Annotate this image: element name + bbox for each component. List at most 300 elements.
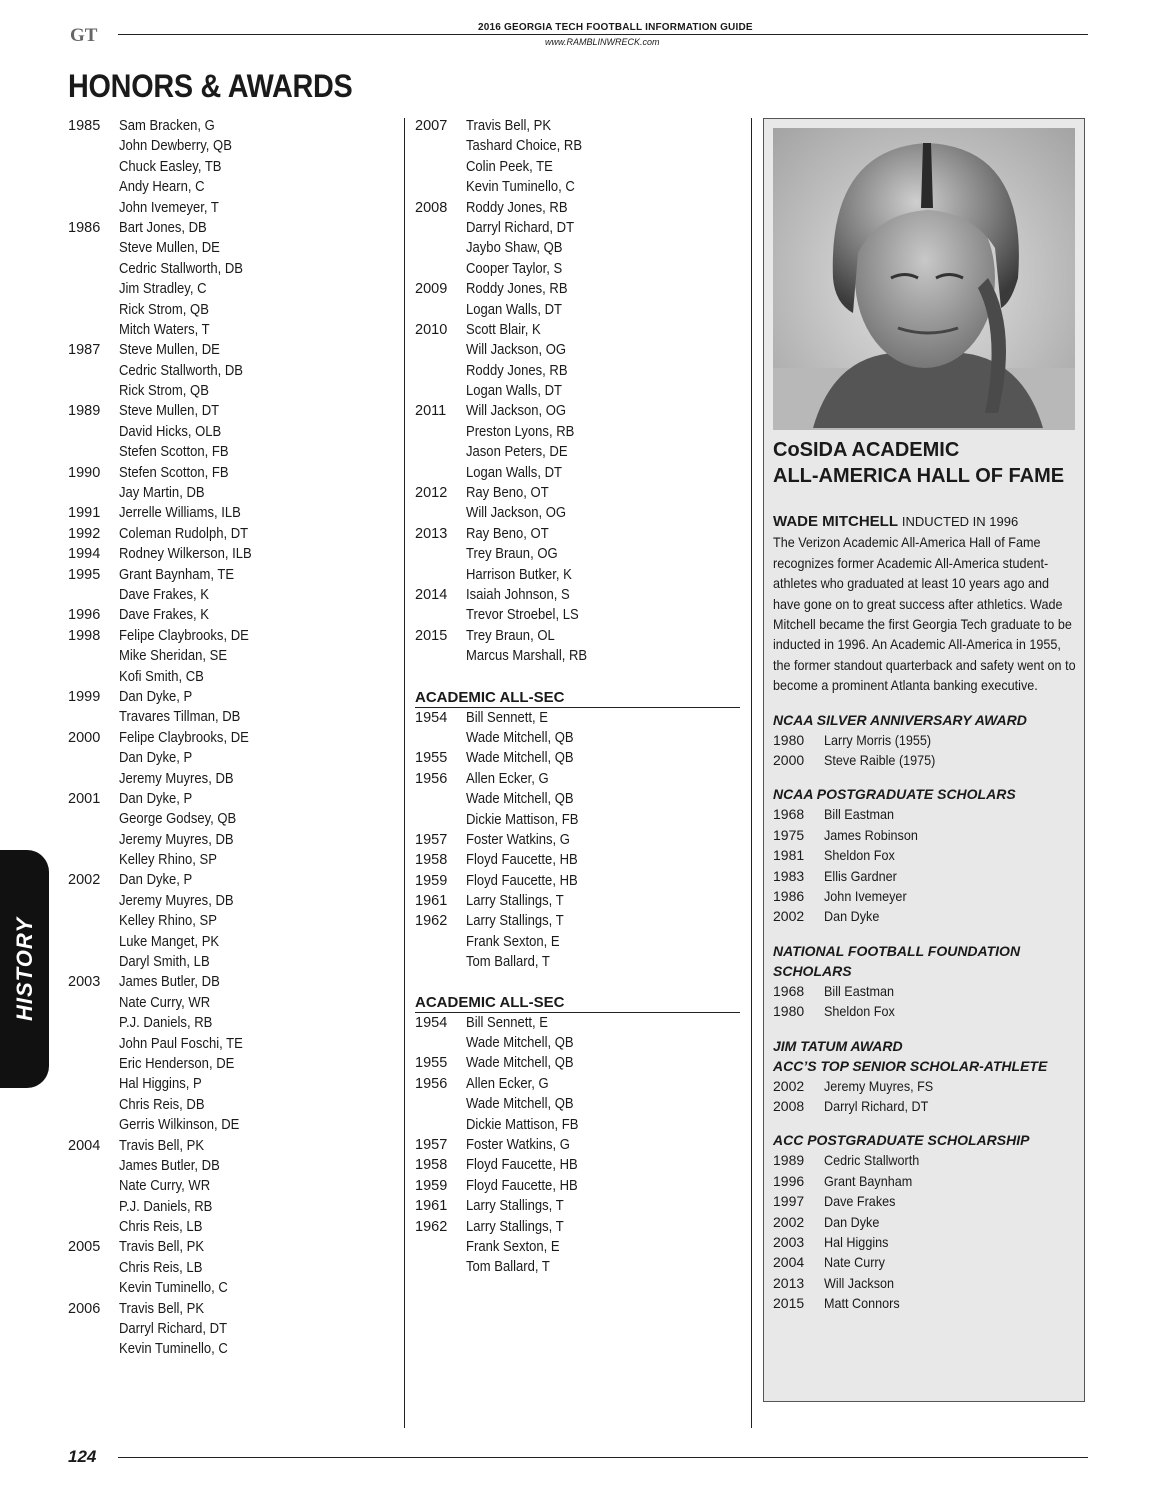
- list-item: [68, 157, 388, 177]
- year-label: 2005: [68, 1239, 101, 1256]
- year-label: [68, 1258, 119, 1278]
- honoree-name: Rick Strom, QB: [119, 383, 209, 400]
- list-item: [415, 320, 745, 340]
- honoree-name: Kofi Smith, CB: [119, 668, 204, 685]
- list-item: [68, 1299, 388, 1319]
- list-item: [773, 866, 1079, 886]
- year-label: [68, 1176, 119, 1196]
- list-item: [68, 198, 388, 218]
- list-item: [415, 626, 745, 646]
- honoree-name: George Godsey, QB: [119, 811, 237, 828]
- list-item: [415, 1094, 745, 1114]
- list-item: [68, 830, 388, 850]
- list-item: [773, 1232, 1079, 1252]
- year-label: [415, 1115, 466, 1135]
- list-item: [415, 198, 745, 218]
- honoree-name: James Butler, DB: [119, 974, 220, 991]
- year-label: 1956: [415, 770, 448, 787]
- year-label: 1989: [773, 1152, 805, 1169]
- honoree-name: Cedric Stallworth, DB: [119, 362, 244, 379]
- list-item: [415, 259, 745, 279]
- honoree-name: Cedric Stallworth, DB: [119, 260, 244, 277]
- year-label: [68, 1115, 119, 1135]
- honoree-name: Steve Mullen, DT: [119, 403, 220, 420]
- honoree-name: John Ivemeyer: [824, 888, 907, 904]
- page-number: 124: [68, 1447, 97, 1466]
- honoree-name: Grant Baynham: [824, 1172, 913, 1189]
- honoree-name: Wade Mitchell, QB: [466, 1096, 574, 1113]
- honoree-name: Matt Connors: [824, 1295, 900, 1312]
- year-label: [415, 544, 466, 564]
- list-item: [68, 1156, 388, 1176]
- year-label: [68, 1013, 119, 1033]
- honors-list-2: [415, 116, 745, 667]
- list-item: [415, 401, 745, 421]
- honoree-name: Andy Hearn, C: [119, 179, 205, 196]
- honoree-name: Jeremy Muyres, DB: [119, 770, 234, 787]
- list-item: [415, 1013, 745, 1033]
- list-item: [68, 300, 388, 320]
- list-item: [415, 1237, 745, 1257]
- list-item: [415, 116, 745, 136]
- awards-list: [773, 710, 1079, 1314]
- list-item: [68, 136, 388, 156]
- honoree-name: Kelley Rhino, SP: [119, 913, 217, 930]
- honoree-name: Daryl Smith, LB: [119, 954, 210, 971]
- year-label: 1968: [773, 806, 805, 823]
- honoree-name: James Butler, DB: [119, 1157, 220, 1174]
- honoree-name: Gerris Wilkinson, DE: [119, 1117, 240, 1134]
- list-item: [415, 769, 745, 789]
- year-label: 1992: [68, 525, 101, 542]
- list-item: [68, 1054, 388, 1074]
- section-heading-academic-all-sec-2: ACADEMIC ALL-SEC: [415, 993, 740, 1013]
- year-label: 1955: [415, 1055, 448, 1072]
- list-item: [415, 544, 745, 564]
- list-item: [773, 886, 1079, 906]
- honoree-name: Scott Blair, K: [466, 321, 541, 338]
- section-tab-history: [0, 850, 49, 1088]
- list-item: [68, 361, 388, 381]
- year-label: 1998: [68, 627, 101, 644]
- year-label: [68, 1054, 119, 1074]
- year-label: 2009: [415, 281, 448, 298]
- year-label: 2006: [68, 1300, 101, 1317]
- list-item: [68, 687, 388, 707]
- list-item: [415, 952, 745, 972]
- honoree-name: Larry Stallings, T: [466, 913, 564, 930]
- list-item: [68, 728, 388, 748]
- year-label: [415, 361, 466, 381]
- list-item: [68, 646, 388, 666]
- academic-all-sec-list-1: [415, 708, 745, 973]
- list-item: [68, 891, 388, 911]
- list-item: [415, 177, 745, 197]
- year-label: 2000: [68, 729, 101, 746]
- list-item: [773, 1171, 1079, 1191]
- list-item: [68, 503, 388, 523]
- list-item: [415, 871, 745, 891]
- year-label: 1955: [415, 750, 448, 767]
- honoree-name: Travis Bell, PK: [119, 1239, 205, 1256]
- year-label: 1986: [68, 219, 101, 236]
- honoree-name: Hal Higgins: [824, 1233, 889, 1250]
- award-title: ACC POSTGRADUATE SCHOLARSHIP: [773, 1132, 1030, 1149]
- year-label: 1980: [773, 731, 805, 748]
- list-item: [68, 932, 388, 952]
- honoree-name: Coleman Rudolph, DT: [119, 525, 249, 542]
- column-divider-1: [404, 118, 405, 1428]
- list-item: [773, 825, 1079, 845]
- list-item: [415, 810, 745, 830]
- year-label: 2000: [773, 752, 805, 769]
- honoree-name: Floyd Faucette, HB: [466, 1157, 578, 1174]
- year-label: [415, 565, 466, 585]
- year-label: [68, 1217, 119, 1237]
- list-item: [415, 708, 745, 728]
- honoree-name: Wade Mitchell, QB: [466, 750, 574, 767]
- honoree-name: Jeremy Muyres, DB: [119, 831, 234, 848]
- footer-rule: [118, 1457, 1088, 1458]
- year-label: [415, 218, 466, 238]
- year-label: 2013: [415, 525, 448, 542]
- sidebar-heading-line-2: ALL-AMERICA HALL OF FAME: [773, 465, 1065, 487]
- list-item: [415, 1135, 745, 1155]
- year-label: [415, 932, 466, 952]
- award-title: NCAA SILVER ANNIVERSARY AWARD: [773, 711, 1027, 728]
- honoree-name: Ellis Gardner: [824, 867, 897, 884]
- sidebar-body: [773, 511, 1079, 1313]
- year-label: [68, 993, 119, 1013]
- list-item: [68, 259, 388, 279]
- list-item: [68, 1258, 388, 1278]
- year-label: 1997: [773, 1193, 805, 1210]
- year-label: [68, 809, 119, 829]
- list-item: [415, 279, 745, 299]
- list-item: [68, 1197, 388, 1217]
- honoree-name: Dan Dyke, P: [119, 790, 193, 807]
- inductee-year: INDUCTED IN 1996: [901, 514, 1019, 529]
- year-label: [415, 1094, 466, 1114]
- honoree-name: Dan Dyke: [824, 908, 880, 925]
- honoree-name: Steve Raible (1975): [824, 752, 936, 769]
- list-item: [415, 830, 745, 850]
- list-item: [415, 748, 745, 768]
- year-label: [68, 279, 119, 299]
- year-label: 1980: [773, 1003, 805, 1020]
- honoree-name: Dan Dyke, P: [119, 750, 193, 767]
- honoree-name: Trey Braun, OL: [466, 627, 555, 644]
- honoree-name: Sheldon Fox: [824, 847, 895, 864]
- year-label: 1996: [68, 607, 101, 624]
- list-item: [773, 906, 1079, 926]
- year-label: [68, 769, 119, 789]
- list-item: [773, 730, 1079, 750]
- year-label: 1962: [415, 1218, 448, 1235]
- honoree-name: Stefen Scotton, FB: [119, 444, 229, 461]
- year-label: 1959: [415, 872, 448, 889]
- list-item: [68, 748, 388, 768]
- honoree-name: Tom Ballard, T: [466, 954, 550, 971]
- guide-title: 2016 GEORGIA TECH FOOTBALL INFORMATION GUIDE: [478, 22, 753, 33]
- list-item: [773, 845, 1079, 865]
- list-item: [68, 911, 388, 931]
- list-item: [773, 804, 1079, 824]
- year-label: [415, 1033, 466, 1053]
- list-item: [415, 850, 745, 870]
- award-block: [773, 1130, 1079, 1313]
- list-item: [68, 952, 388, 972]
- list-item: [415, 503, 745, 523]
- award-recipients: [773, 804, 1079, 926]
- honoree-name: Wade Mitchell, QB: [466, 729, 574, 746]
- honoree-name: Roddy Jones, RB: [466, 362, 568, 379]
- honoree-name: Jim Stradley, C: [119, 281, 207, 298]
- year-label: 1990: [68, 464, 101, 481]
- year-label: [68, 361, 119, 381]
- honoree-name: Will Jackson, OG: [466, 403, 567, 420]
- honoree-name: Darryl Richard, DT: [466, 219, 575, 236]
- honoree-name: Grant Baynham, TE: [119, 566, 235, 583]
- list-item: [68, 218, 388, 238]
- year-label: 2007: [415, 118, 448, 134]
- list-item: [415, 238, 745, 258]
- list-item: [68, 463, 388, 483]
- year-label: 2003: [773, 1233, 805, 1250]
- list-item: [68, 1278, 388, 1298]
- honoree-name: Chris Reis, LB: [119, 1259, 203, 1276]
- list-item: [68, 422, 388, 442]
- list-item: [415, 1196, 745, 1216]
- year-label: 1981: [773, 847, 805, 864]
- year-label: [68, 198, 119, 218]
- honoree-name: Cooper Taylor, S: [466, 260, 563, 277]
- list-item: [773, 1191, 1079, 1211]
- honoree-name: Dickie Mattison, FB: [466, 811, 579, 828]
- award-block: [773, 784, 1079, 926]
- year-label: [415, 1237, 466, 1257]
- honoree-name: Darryl Richard, DT: [119, 1321, 228, 1338]
- honoree-name: Logan Walls, DT: [466, 301, 562, 318]
- year-label: 2003: [68, 974, 101, 991]
- honoree-name: Kevin Tuminello, C: [119, 1280, 228, 1297]
- list-item: [68, 177, 388, 197]
- year-label: [415, 157, 466, 177]
- page-title: HONORS & AWARDS: [68, 68, 353, 104]
- honoree-name: Darryl Richard, DT: [824, 1097, 929, 1114]
- honoree-name: Nate Curry, WR: [119, 994, 211, 1011]
- list-item: [415, 1257, 745, 1277]
- list-item: [68, 809, 388, 829]
- year-label: 2008: [773, 1097, 805, 1114]
- year-label: [68, 1319, 119, 1339]
- honoree-name: Floyd Faucette, HB: [466, 1177, 578, 1194]
- year-label: [415, 728, 466, 748]
- honoree-name: Sam Bracken, G: [119, 118, 215, 134]
- honoree-name: Travis Bell, PK: [466, 118, 552, 134]
- honoree-name: Kevin Tuminello, C: [119, 1341, 228, 1358]
- honoree-name: Mitch Waters, T: [119, 321, 210, 338]
- list-item: [415, 728, 745, 748]
- list-item: [68, 789, 388, 809]
- header-rule: [118, 34, 1088, 35]
- year-label: 2012: [415, 485, 448, 502]
- year-label: 1957: [415, 1136, 448, 1153]
- honoree-name: Colin Peek, TE: [466, 158, 553, 175]
- honoree-name: Larry Morris (1955): [824, 731, 932, 748]
- honoree-name: Steve Mullen, DE: [119, 342, 220, 359]
- list-item: [68, 850, 388, 870]
- list-item: [415, 442, 745, 462]
- honoree-name: Chris Reis, DB: [119, 1096, 205, 1113]
- honoree-name: Frank Sexton, E: [466, 1238, 560, 1255]
- year-label: 1975: [773, 826, 805, 843]
- sidebar-heading-line-1: CoSIDA ACADEMIC: [773, 439, 960, 461]
- list-item: [68, 605, 388, 625]
- year-label: [68, 320, 119, 340]
- honoree-name: Roddy Jones, RB: [466, 199, 568, 216]
- inductee-intro: [773, 511, 1079, 532]
- year-label: [415, 136, 466, 156]
- honoree-name: Bill Sennett, E: [466, 1014, 548, 1031]
- year-label: [68, 911, 119, 931]
- list-item: [773, 1096, 1079, 1116]
- list-item: [68, 1074, 388, 1094]
- award-title: NCAA POSTGRADUATE SCHOLARS: [773, 786, 1016, 803]
- year-label: 1959: [415, 1177, 448, 1194]
- year-label: 1956: [415, 1075, 448, 1092]
- year-label: [68, 157, 119, 177]
- list-item: [773, 750, 1079, 770]
- inductee-name: WADE MITCHELL: [773, 513, 898, 530]
- year-label: 2015: [415, 627, 448, 644]
- list-item: [415, 605, 745, 625]
- honoree-name: Kelley Rhino, SP: [119, 852, 217, 869]
- honoree-name: Tashard Choice, RB: [466, 138, 583, 155]
- honoree-name: Ray Beno, OT: [466, 525, 549, 542]
- guide-url: www.RAMBLINWRECK.com: [545, 37, 660, 47]
- honoree-name: Steve Mullen, DE: [119, 240, 220, 257]
- section-heading-academic-all-sec-1: ACADEMIC ALL-SEC: [415, 688, 740, 708]
- honoree-name: Ray Beno, OT: [466, 485, 549, 502]
- honoree-name: Will Jackson, OG: [466, 342, 567, 359]
- list-item: [773, 1293, 1079, 1313]
- year-label: [68, 238, 119, 258]
- year-label: 2015: [773, 1295, 805, 1312]
- list-item: [68, 1339, 388, 1359]
- list-item: [415, 300, 745, 320]
- honoree-name: Dan Dyke, P: [119, 688, 193, 705]
- honoree-name: Nate Curry, WR: [119, 1178, 211, 1195]
- year-label: 1958: [415, 852, 448, 869]
- honoree-name: Marcus Marshall, RB: [466, 648, 588, 665]
- list-item: [68, 626, 388, 646]
- year-label: 1994: [68, 546, 101, 563]
- list-item: [415, 1053, 745, 1073]
- year-label: [415, 503, 466, 523]
- year-label: [415, 605, 466, 625]
- year-label: [415, 422, 466, 442]
- year-label: 2004: [68, 1137, 101, 1154]
- list-item: [415, 1074, 745, 1094]
- honoree-name: Jerrelle Williams, ILB: [119, 505, 241, 522]
- honoree-name: P.J. Daniels, RB: [119, 1198, 213, 1215]
- year-label: [415, 381, 466, 401]
- list-item: [415, 381, 745, 401]
- year-label: [68, 177, 119, 197]
- list-item: [415, 1115, 745, 1135]
- list-item: [68, 565, 388, 585]
- honoree-name: Dave Frakes: [824, 1193, 896, 1210]
- honoree-name: Frank Sexton, E: [466, 933, 560, 950]
- list-item: [68, 667, 388, 687]
- honoree-name: Larry Stallings, T: [466, 893, 564, 910]
- year-label: 1968: [773, 982, 805, 999]
- year-label: [415, 952, 466, 972]
- year-label: [68, 707, 119, 727]
- year-label: 2002: [68, 872, 101, 889]
- list-item: [68, 401, 388, 421]
- list-item: [68, 707, 388, 727]
- list-item: [415, 1155, 745, 1175]
- honoree-name: James Robinson: [824, 826, 918, 843]
- honoree-name: Sheldon Fox: [824, 1003, 895, 1020]
- list-item: [68, 1034, 388, 1054]
- honoree-name: Jeremy Muyres, FS: [824, 1077, 934, 1094]
- list-item: [415, 932, 745, 952]
- honoree-name: Dan Dyke: [824, 1213, 880, 1230]
- list-item: [68, 1319, 388, 1339]
- list-item: [68, 340, 388, 360]
- year-label: [68, 1197, 119, 1217]
- list-item: [773, 1150, 1079, 1170]
- honoree-name: Dave Frakes, K: [119, 586, 209, 603]
- year-label: 2011: [415, 403, 447, 420]
- list-item: [415, 136, 745, 156]
- honoree-name: Bart Jones, DB: [119, 219, 207, 236]
- list-item: [415, 565, 745, 585]
- list-item: [773, 1001, 1079, 1021]
- year-label: [68, 136, 119, 156]
- list-item: [68, 870, 388, 890]
- year-label: [68, 891, 119, 911]
- honoree-name: John Paul Foschi, TE: [119, 1035, 243, 1052]
- column-divider-2: [751, 118, 752, 1428]
- award-recipients: [773, 981, 1079, 1022]
- honoree-name: Roddy Jones, RB: [466, 281, 568, 298]
- honoree-name: Chris Reis, LB: [119, 1219, 203, 1236]
- year-label: [415, 789, 466, 809]
- honoree-name: Wade Mitchell, QB: [466, 1055, 574, 1072]
- list-item: [773, 1212, 1079, 1232]
- honoree-name: Dave Frakes, K: [119, 607, 209, 624]
- award-block: [773, 710, 1079, 771]
- year-label: [68, 646, 119, 666]
- list-item: [415, 891, 745, 911]
- logo-text: GT: [70, 25, 98, 46]
- list-item: [68, 1013, 388, 1033]
- year-label: [68, 850, 119, 870]
- list-item: [415, 585, 745, 605]
- year-label: 1957: [415, 831, 448, 848]
- honors-column-2: [415, 116, 745, 1278]
- honoree-name: Bill Eastman: [824, 982, 895, 999]
- honoree-name: Felipe Claybrooks, DE: [119, 729, 249, 746]
- list-item: [415, 646, 745, 666]
- year-label: 2008: [415, 199, 448, 216]
- honoree-name: Cedric Stallworth: [824, 1152, 920, 1169]
- year-label: 1954: [415, 1014, 448, 1031]
